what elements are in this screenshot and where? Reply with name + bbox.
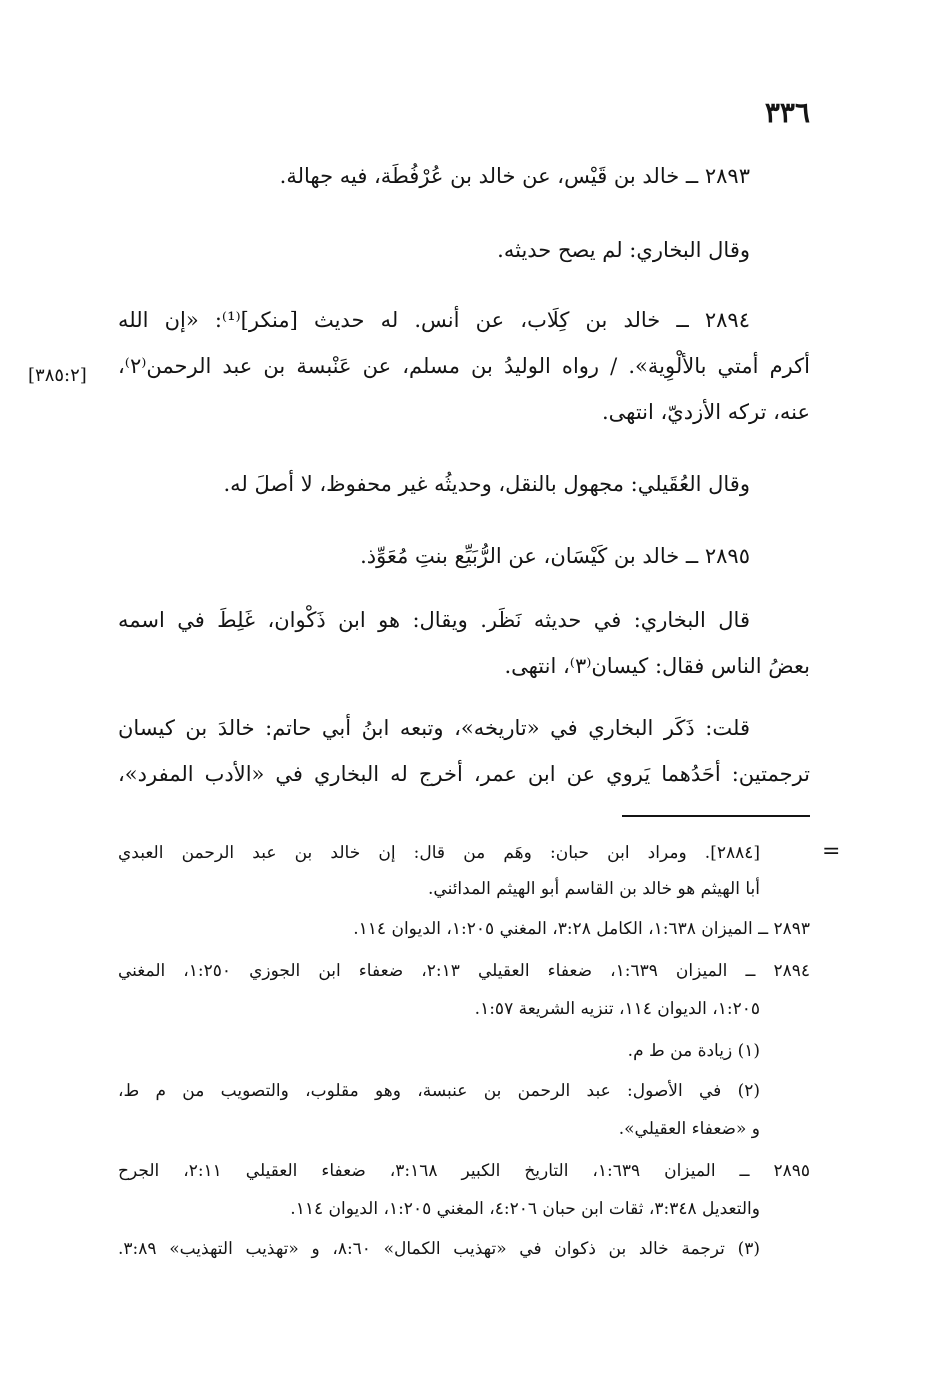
footnote-line: ٢٨٩٤ ــ الميزان ١:٦٣٩، ضعفاء العقيلي ٢:١٣، ضعفاء ابن الجوزي ١:٢٥٠، المغني bbox=[118, 961, 810, 981]
footnote-continuation-mark: = bbox=[822, 839, 841, 864]
entry-2894-line-3: عنه، تركه الأزديّ، انتهى. bbox=[601, 400, 810, 424]
entry-2894-line-1: ٢٨٩٤ ــ خالد بن كِلَاب، عن أنس. له حديث [منكر]⁽¹⁾: «إن الله bbox=[118, 308, 750, 332]
entry-2894-uqayli-note: وقال العُقَيلي: مجهول بالنقل، وحديثُه غير محفوظ، لا أصلَ له. bbox=[223, 472, 750, 496]
entry-2895-comment-line-1: قلت: ذَكَر البخاري في «تاريخه»، وتبعه ابنُ أبي حاتم: خالدَ بن كيسان bbox=[118, 716, 750, 740]
entry-2895-heading: ٢٨٩٥ ــ خالد بن كَيْسَان، عن الرُّبَيِّع بنتِ مُعَوِّذ. bbox=[360, 544, 750, 568]
entry-2895-bukhari-line-2: بعضُ الناس فقال: كيسان⁽٣⁾، انتهى. bbox=[504, 654, 810, 678]
entry-2895-comment-line-2: ترجمتين: أحَدُهما يَروي عن ابن عمر، أخرج له البخاري في «الأدب المفرد»، bbox=[118, 762, 810, 786]
page-number: ٣٣٦ bbox=[764, 96, 810, 129]
entry-2894-line-2: أكرم أمتي بالألْوِية». / رواه الوليدُ بن مسلم، عن عَنْبسة بن عبد الرحمن⁽٢⁾، bbox=[118, 354, 810, 378]
footnote-1: (١) زيادة من ط م. bbox=[627, 1041, 760, 1061]
entry-2893-heading: ٢٨٩٣ ــ خالد بن قَيْس، عن خالد بن عُرْفُطَة، فيه جهالة. bbox=[279, 164, 750, 188]
footnote-line: ١:٢٠٥، الديوان ١١٤، تنزيه الشريعة ١:٥٧. bbox=[474, 999, 760, 1019]
footnote-2-line-2: و «ضعفاء العقيلي». bbox=[618, 1119, 760, 1139]
footnote-line: ٢٨٩٣ ــ الميزان ١:٦٣٨، الكامل ٣:٢٨، المغني ١:٢٠٥، الديوان ١١٤. bbox=[353, 919, 810, 939]
footnote-separator bbox=[622, 815, 810, 817]
margin-reference: [٣٨٥:٢] bbox=[28, 365, 87, 386]
footnote-2-line-1: (٢) في الأصول: عبد الرحمن بن عنبسة، وهو مقلوب، والتصويب من م ط، bbox=[118, 1081, 760, 1101]
footnote-3: (٣) ترجمة خالد بن ذكوان في «تهذيب الكمال» ٨:٦٠، و «تهذيب التهذيب» ٣:٨٩. bbox=[118, 1239, 760, 1259]
footnote-line: أبا الهيثم هو خالد بن القاسم أبو الهيثم المدائني. bbox=[428, 879, 760, 899]
entry-2893-bukhari-note: وقال البخاري: لم يصح حديثه. bbox=[497, 238, 750, 262]
entry-2895-bukhari-line-1: قال البخاري: في حديثه نَظَر. ويقال: هو ابن ذَكْوان، غَلِطَ في اسمه bbox=[118, 608, 750, 632]
footnote-line: والتعديل ٣:٣٤٨، ثقات ابن حبان ٤:٢٠٦، المغني ١:٢٠٥، الديوان ١١٤. bbox=[290, 1199, 760, 1219]
footnote-line: ٢٨٩٥ ــ الميزان ١:٦٣٩، التاريخ الكبير ٣:١٦٨، ضعفاء العقيلي ٢:١١، الجرح bbox=[118, 1161, 810, 1181]
footnote-line: [٢٨٨٤]. ومراد ابن حبان: وهَم من قال: إن خالد بن عبد الرحمن العبدي bbox=[118, 843, 760, 863]
